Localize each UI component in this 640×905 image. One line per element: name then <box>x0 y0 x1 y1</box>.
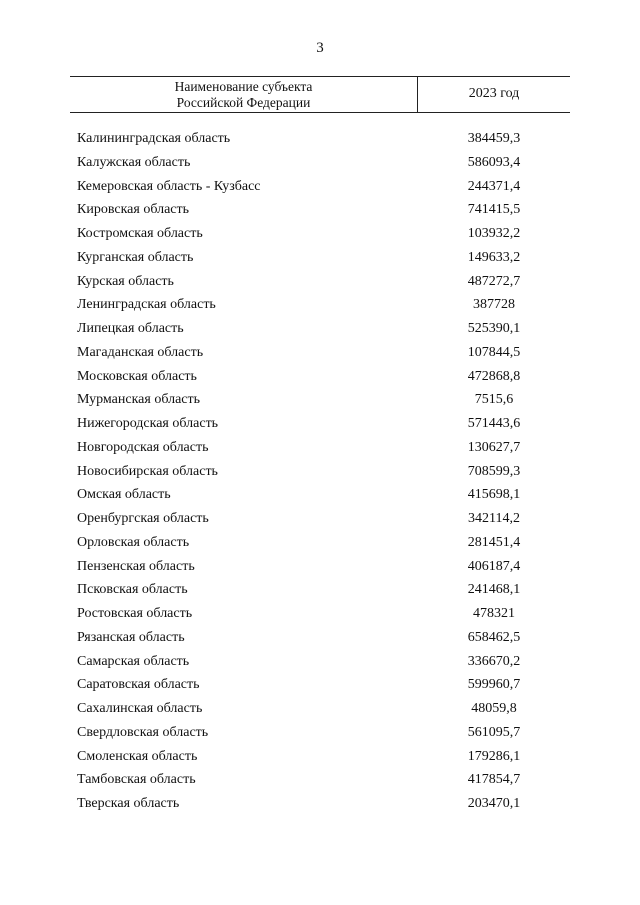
region-name: Нижегородская область <box>77 416 219 431</box>
region-name: Новгородская область <box>77 439 209 455</box>
region-value-2023: 741415,5 <box>467 202 521 218</box>
region-value-2023: 487272,7 <box>467 273 521 289</box>
region-value-2023: 415698,1 <box>467 487 521 503</box>
table-row <box>70 768 570 792</box>
region-name: Орловская область <box>77 534 190 550</box>
table-row <box>70 293 570 317</box>
table-row <box>70 436 570 460</box>
region-value-2023: 241468,1 <box>467 582 521 598</box>
region-value-2023: 599960,7 <box>467 677 521 693</box>
region-name: Ростовская область <box>77 606 193 621</box>
page-number: 3 <box>316 40 324 56</box>
region-name: Курганская область <box>77 249 194 265</box>
region-name: Ленинградская область <box>77 297 216 313</box>
region-value-2023: 658462,5 <box>467 629 521 645</box>
region-name: Новосибирская область <box>77 463 218 479</box>
table-row <box>70 175 570 199</box>
header-subject-name-line2: Российской Федерации <box>176 95 311 110</box>
table-row <box>70 341 570 365</box>
region-name: Пензенская область <box>77 558 195 574</box>
table-row <box>70 412 570 436</box>
region-value-2023: 342114,2 <box>468 511 520 526</box>
table-row <box>70 697 570 721</box>
table-row <box>70 673 570 697</box>
table-header <box>70 76 570 113</box>
table-row <box>70 745 570 769</box>
region-name: Московская область <box>77 368 197 384</box>
region-name: Тверская область <box>77 796 180 811</box>
region-name: Кемеровская область - Кузбасс <box>77 178 261 194</box>
table-row <box>70 270 570 294</box>
header-year: 2023 год <box>468 86 520 101</box>
region-value-2023: 708599,3 <box>467 463 521 479</box>
region-name: Омская область <box>77 487 171 503</box>
region-name: Костромская область <box>77 226 203 241</box>
region-name: Оренбургская область <box>77 511 209 526</box>
region-name: Кировская область <box>77 202 190 218</box>
region-name: Рязанская область <box>77 629 185 645</box>
region-name: Сахалинская область <box>77 701 203 716</box>
table-row <box>70 151 570 175</box>
header-subject-name-line1: Наименование субъекта <box>174 79 313 94</box>
region-name: Магаданская область <box>77 344 204 360</box>
region-value-2023: 336670,2 <box>467 653 521 669</box>
region-value-2023: 103932,2 <box>467 226 521 241</box>
region-name: Мурманская область <box>77 392 201 408</box>
table-row <box>70 460 570 484</box>
table-row <box>70 127 570 151</box>
region-value-2023: 417854,7 <box>467 772 521 788</box>
table-row <box>70 578 570 602</box>
table-row <box>70 507 570 531</box>
region-name: Свердловская область <box>77 724 209 740</box>
region-name: Тамбовская область <box>77 772 196 788</box>
region-value-2023: 130627,7 <box>467 439 521 455</box>
region-table <box>70 76 570 811</box>
table-row <box>70 365 570 389</box>
region-value-2023: 571443,6 <box>467 416 521 431</box>
region-value-2023: 525390,1 <box>467 321 521 336</box>
region-name: Смоленская область <box>77 748 198 764</box>
region-value-2023: 107844,5 <box>467 344 521 360</box>
table-row <box>70 483 570 507</box>
region-value-2023: 281451,4 <box>467 534 521 550</box>
region-value-2023: 478321 <box>473 606 515 621</box>
region-name: Самарская область <box>77 653 190 669</box>
region-value-2023: 203470,1 <box>467 796 521 811</box>
table-row <box>70 792 570 816</box>
table-row <box>70 198 570 222</box>
header-subject-name <box>70 79 417 111</box>
region-name: Калужская область <box>77 154 191 170</box>
region-name: Липецкая область <box>77 321 184 336</box>
table-row <box>70 650 570 674</box>
table-row <box>70 317 570 341</box>
table-row <box>70 555 570 579</box>
region-value-2023: 7515,6 <box>474 392 514 408</box>
region-value-2023: 586093,4 <box>467 154 521 170</box>
region-value-2023: 561095,7 <box>467 724 521 740</box>
region-name: Псковская область <box>77 582 188 598</box>
region-value-2023: 244371,4 <box>467 178 521 194</box>
region-value-2023: 149633,2 <box>467 249 521 265</box>
table-body <box>70 127 570 816</box>
region-name: Саратовская область <box>77 677 200 693</box>
region-name: Калининградская область <box>77 131 231 146</box>
table-row <box>70 388 570 412</box>
table-row <box>70 721 570 745</box>
region-name: Курская область <box>77 273 174 289</box>
region-value-2023: 406187,4 <box>467 558 521 574</box>
region-value-2023: 387728 <box>473 297 515 313</box>
region-value-2023: 179286,1 <box>467 748 521 764</box>
region-value-2023: 48059,8 <box>471 701 517 716</box>
region-value-2023: 384459,3 <box>467 131 521 146</box>
table-row <box>70 222 570 246</box>
region-value-2023: 472868,8 <box>467 368 521 384</box>
table-row <box>70 602 570 626</box>
table-row <box>70 531 570 555</box>
table-row <box>70 246 570 270</box>
table-row <box>70 626 570 650</box>
